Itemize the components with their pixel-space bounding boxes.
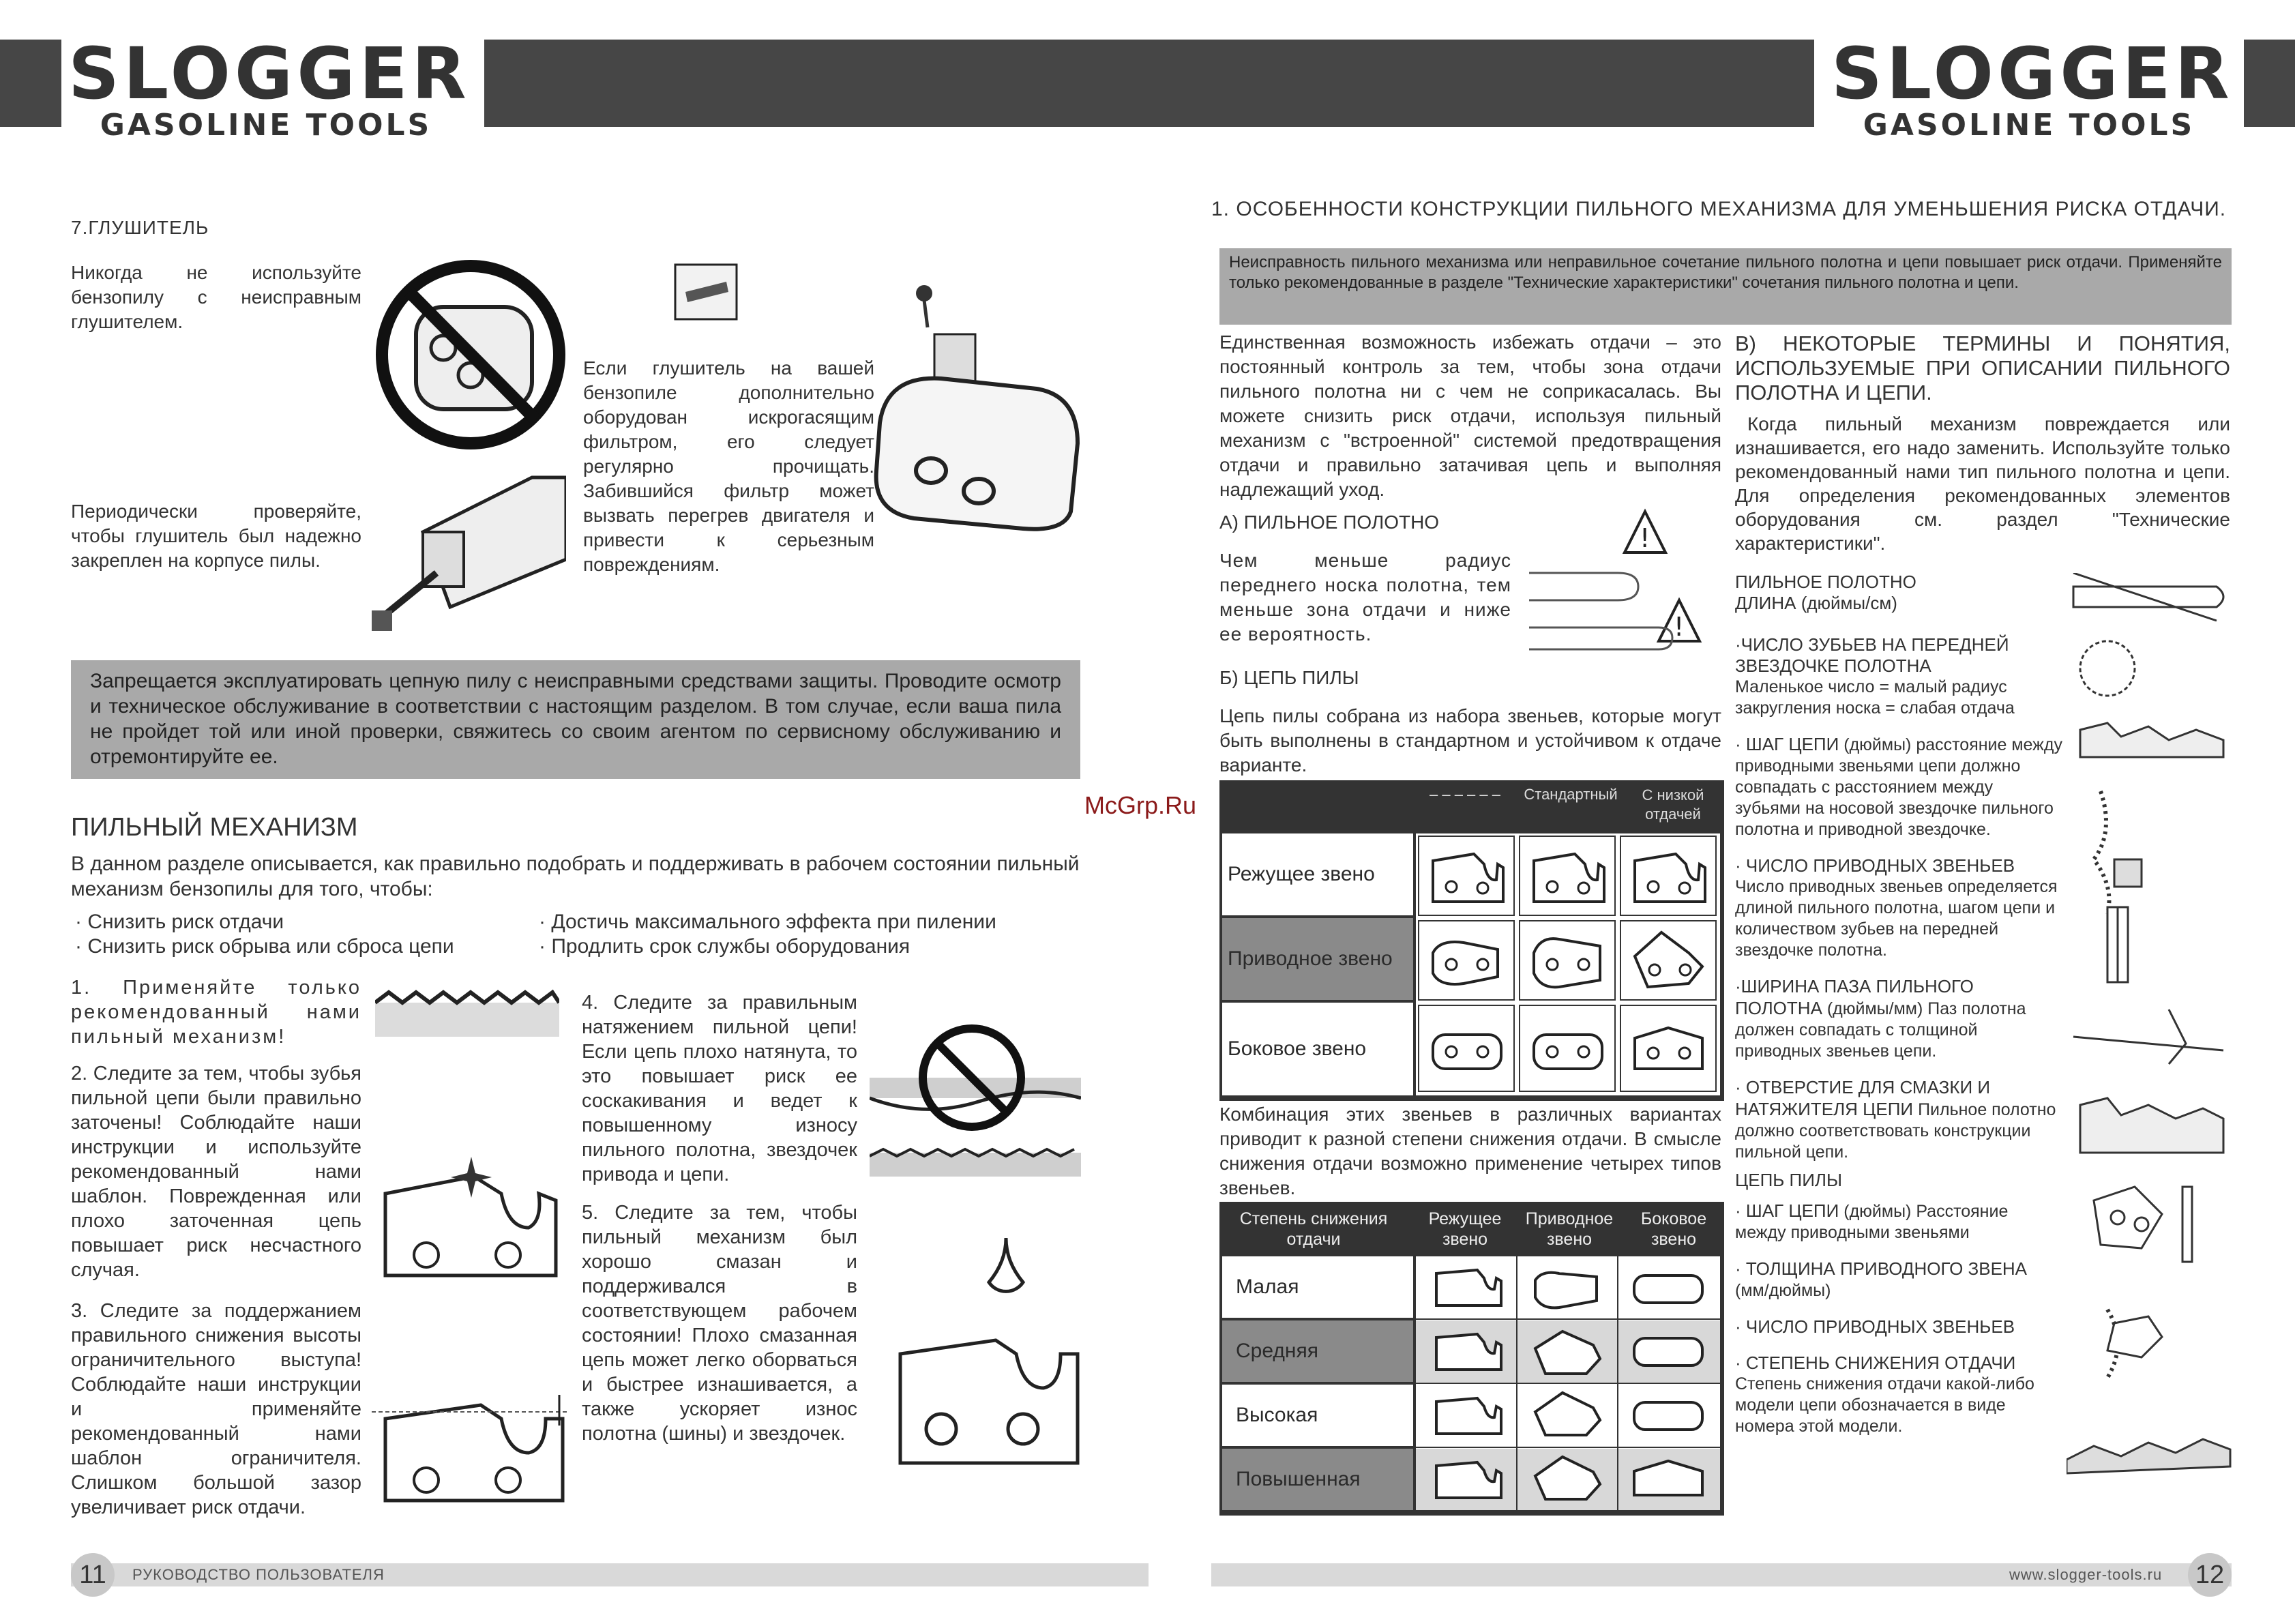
muffler-text-1: Никогда не используйте бензопилу с неисправным глушителем. <box>71 262 361 332</box>
table2-header-drive: Приводное звено <box>1525 1209 1614 1249</box>
step-3-text: 3. Следите за поддержанием правильного снижения высоты ограничительного выступа! Соблюдайте наши инструкции и применяйте рекомендованный нами шаблон ограничителя. Слишком большой зазор увеличивает риск отдачи. <box>71 1300 361 1518</box>
section-b-text: Цепь пилы собрана из набора звеньев, которые могут быть выполнены в стандартном и устойчивом к отдаче варианте. <box>1219 705 1721 776</box>
section-b-title: Б) ЦЕПЬ ПИЛЫ <box>1219 667 1359 688</box>
brand-logo-right <box>1831 32 2234 143</box>
header-bar-center <box>484 40 1814 127</box>
table2-header-cutting: Режущее звено <box>1428 1209 1502 1249</box>
section-a-title: А) ПИЛЬНОЕ ПОЛОТНО <box>1219 512 1440 533</box>
hole-heading: · ОТВЕРСТИЕ ДЛЯ СМАЗКИ И НАТЯЖИТЕЛЯ ЦЕПИ <box>1735 1077 1991 1119</box>
pitch-heading: · ШАГ ЦЕПИ <box>1735 734 1839 754</box>
muffler-with-filter-figure <box>859 266 1091 539</box>
row-cutting-link: Режущее звено <box>1222 833 1413 915</box>
footer-url[interactable]: www.slogger-tools.ru <box>2009 1566 2163 1583</box>
footer-label: РУКОВОДСТВО ПОЛЬЗОВАТЕЛЯ <box>132 1566 385 1583</box>
groove-heading: ·ШИРИНА ПАЗА ПИЛЬНОГО ПОЛОТНА <box>1735 976 1974 1018</box>
links2-heading: · ЧИСЛО ПРИВОДНЫХ ЗВЕНЬЕВ <box>1735 1316 2015 1337</box>
brand-name: SLOGGER <box>68 32 471 115</box>
saw-mechanism-intro: В данном разделе описывается, как правильно подобрать и поддерживать в рабочем состоянии пильный механизм бензопилы для того, чтобы: <box>71 853 1080 900</box>
kickback-intro-text: Единственная возможность избежать отдачи – это постоянный контроль за тем, чтобы зона отдачи пильного полотна ни с чем не соприкасалась. Вы можете снизить риск отдачи, используя пильный механизм с "встроенной" системой предотвращения отдачи и правильно затачивая цепь и выполняя надлежащий уход. <box>1219 331 1721 500</box>
brand-logo-left <box>68 32 471 143</box>
pitch2-heading: · ШАГ ЦЕПИ <box>1735 1200 1839 1221</box>
page-number-right: 12 <box>2188 1553 2232 1597</box>
muffler-text-2: Периодически проверяйте, чтобы глушитель был надежно закреплен на корпусе пилы. <box>71 501 361 571</box>
header-bar-right-edge <box>2244 40 2295 127</box>
brand-tagline: GASOLINE TOOLS <box>1863 108 2195 143</box>
watermark-text: McGrp.Ru <box>1084 791 1197 819</box>
reduction-heading: · СТЕПЕНЬ СНИЖЕНИЯ ОТДАЧИ <box>1735 1353 2016 1373</box>
row-low: Малая <box>1222 1256 1413 1318</box>
row-high: Высокая <box>1222 1385 1413 1446</box>
header-bar-left-edge <box>0 40 61 127</box>
hole-text: Пильное полотно должно соответствовать конструкции пильной цепи. <box>1735 1100 2056 1162</box>
bar-heading: ПИЛЬНОЕ ПОЛОТНО <box>1735 572 1916 592</box>
terms-list <box>1735 572 2062 1437</box>
bullet-1: · Снизить риск отдачи <box>75 911 284 933</box>
teeth-heading: ·ЧИСЛО ЗУБЬЕВ НА ПЕРЕДНЕЙ ЗВЕЗДОЧКЕ ПОЛОТНА <box>1735 634 2009 676</box>
section-a-text: Чем меньше радиус переднего носка полотна, тем меньше зона отдачи и ниже ее вероятность. <box>1219 550 1511 645</box>
brand-name: SLOGGER <box>1831 32 2234 115</box>
bullet-2: · Снизить риск обрыва или сброса цепи <box>75 935 454 958</box>
thickness-text: (мм/дюймы) <box>1735 1281 1831 1300</box>
sharpened-tooth-figure <box>372 1153 559 1289</box>
bullet-4: · Продлить срок службы оборудования <box>539 935 910 958</box>
worn-tooth-figure <box>887 1327 1084 1477</box>
warning-box: Запрещается эксплуатировать цепную пилу с неисправными средствами защиты. Проводите осмотр и техническое обслуживание в соответствии с настоящим разделом. В том случае, если ваша пила не пройдет той или иной проверки, свяжитесь со своим агентом по сервисному обслуживанию и отремонтируйте ее. <box>71 660 1080 779</box>
muffler-title: 7.ГЛУШИТЕЛЬ <box>71 217 209 238</box>
chain-figure-1 <box>375 982 559 1044</box>
combination-text: Комбинация этих звеньев в различных вариантах приводит к разной степени снижения отдачи. В смысле снижения отдачи возможно применение четырех типов звеньев. <box>1219 1104 1721 1198</box>
terms-illustrations <box>2067 573 2237 1548</box>
broken-muffler-prohibited-figure <box>368 252 573 457</box>
step-5-text: 5. Следите за тем, чтобы пильный механизм был хорошо смазан и поддерживался в соответствующем рабочем состоянии! Плохо смазанная цепь может легко оборваться и быстрее изнашивается, а также ускоряет износ полотна (шины) и звездочек. <box>582 1202 857 1445</box>
terms-sidebar <box>1735 331 2230 555</box>
terms-title: В) НЕКОТОРЫЕ ТЕРМИНЫ И ПОНЯТИЯ, ИСПОЛЬЗУЕМЫЕ ПРИ ОПИСАНИИ ПИЛЬНОГО ПОЛОТНА И ЦЕПИ. <box>1735 331 2230 404</box>
bar-length: ДЛИНА (дюймы/см) <box>1735 593 1897 613</box>
reduction-images-grid <box>1416 1256 1720 1510</box>
page-number-left: 11 <box>71 1553 115 1597</box>
step-4-text: 4. Следите за правильным натяжением пильной цепи! Если цепь плохо натянута, то это повышает риск ее соскакивания и ведет к повышенному износу пильного полотна, звездочек привода и цепи. <box>582 992 857 1185</box>
spark-filter-figure <box>668 258 750 326</box>
muffler-screw-figure <box>368 471 566 641</box>
step-1-text: 1. Применяйте только рекомендованный нами пильный механизм! <box>71 977 361 1048</box>
table1-header-lowkick: С низкой отдачей <box>1642 786 1704 823</box>
table1-header-blank: – – – – – – <box>1430 786 1500 803</box>
teeth-text: Маленькое число = малый радиус закругления носка = слабая отдача <box>1735 677 2015 718</box>
terms-intro: Когда пильный механизм повреждается или изнашивается, его надо заменить. Используйте только рекомендованный нами тип пильного полотна и цепи. Для определения рекомендованных элементов оборудования см. раздел "Технические характеристики". <box>1735 413 2230 554</box>
links-text: Число приводных звеньев определяется длиной пильного полотна, шагом цепи и количеством зубьев на передней звездочке полотна. <box>1735 877 2058 960</box>
row-drive-link: Приводное звено <box>1222 918 1413 1000</box>
row-side-link: Боковое звено <box>1222 1003 1413 1095</box>
saw-mechanism-title: ПИЛЬНЫЙ МЕХАНИЗМ <box>71 813 358 842</box>
reduction-text: Степень снижения отдачи какой-либо модели цепи обозначается в виде номера этой модели. <box>1735 1374 2034 1436</box>
groove-text: (дюймы/мм) Паз полотна должен совпадать с толщиной приводных звеньев цепи. <box>1735 999 2026 1061</box>
step-2-text: 2. Следите за тем, чтобы зубья пильной цепи были правильно заточены! Соблюдайте наши инструкции и используйте рекомендованный нами шаблон. Поврежденная или плохо заточенная цепь повышает риск несчастного случая. <box>71 1063 361 1281</box>
chain-heading: ЦЕПЬ ПИЛЫ <box>1735 1170 1843 1190</box>
bullet-3: · Достичь максимального эффекта при пилении <box>539 911 996 933</box>
link-images-grid <box>1416 833 1720 1095</box>
loose-chain-prohibited-figure <box>870 1016 1081 1187</box>
table2-header-degree: Степень снижения отдачи <box>1239 1209 1388 1249</box>
svg-text:!: ! <box>1674 612 1685 642</box>
row-medium: Средняя <box>1222 1320 1413 1382</box>
row-increased: Повышенная <box>1222 1449 1413 1510</box>
spark-filter-text: Если глушитель на вашей бензопиле дополнительно оборудован искрогасящим фильтром, его следует регулярно прочищать. Забившийся фильтр может вызвать перегрев двигателя и привести к серьезным повреждениям. <box>583 357 874 575</box>
pitch2-text: (дюймы) Расстояние между приводными звеньями <box>1735 1202 2009 1242</box>
note-box: Неисправность пильного механизма или неправильное сочетание пильного полотна и цепи повышает риск отдачи. Применяйте только рекомендованные в разделе "Технические характеристики" сочетания пильного полотна и цепи. <box>1219 248 2232 325</box>
thickness-heading: · ТОЛЩИНА ПРИВОДНОГО ЗВЕНА <box>1735 1258 2028 1279</box>
bar-nose-radius-figure <box>1522 505 1727 662</box>
brand-tagline: GASOLINE TOOLS <box>100 108 432 143</box>
pitch-text: (дюймы) расстояние между приводными звеньями цепи должно совпадать с расстоянием между зубьями на носовой звездочке пильного полотна и приводной звездочке. <box>1735 735 2062 839</box>
table2-header-side: Боковое звено <box>1640 1209 1707 1249</box>
chain-links-table <box>1219 780 1724 1101</box>
right-page-title: 1. ОСОБЕННОСТИ КОНСТРУКЦИИ ПИЛЬНОГО МЕХАНИЗМА ДЛЯ УМЕНЬШЕНИЯ РИСКА ОТДАЧИ. <box>1211 198 2227 220</box>
links-heading: · ЧИСЛО ПРИВОДНЫХ ЗВЕНЬЕВ <box>1735 855 2015 876</box>
kickback-reduction-table <box>1219 1202 1724 1516</box>
oil-drop-icon <box>982 1235 1030 1310</box>
depth-gauge-figure <box>372 1391 569 1514</box>
table1-header-standard: Стандартный <box>1524 786 1618 803</box>
svg-text:!: ! <box>1640 523 1650 553</box>
